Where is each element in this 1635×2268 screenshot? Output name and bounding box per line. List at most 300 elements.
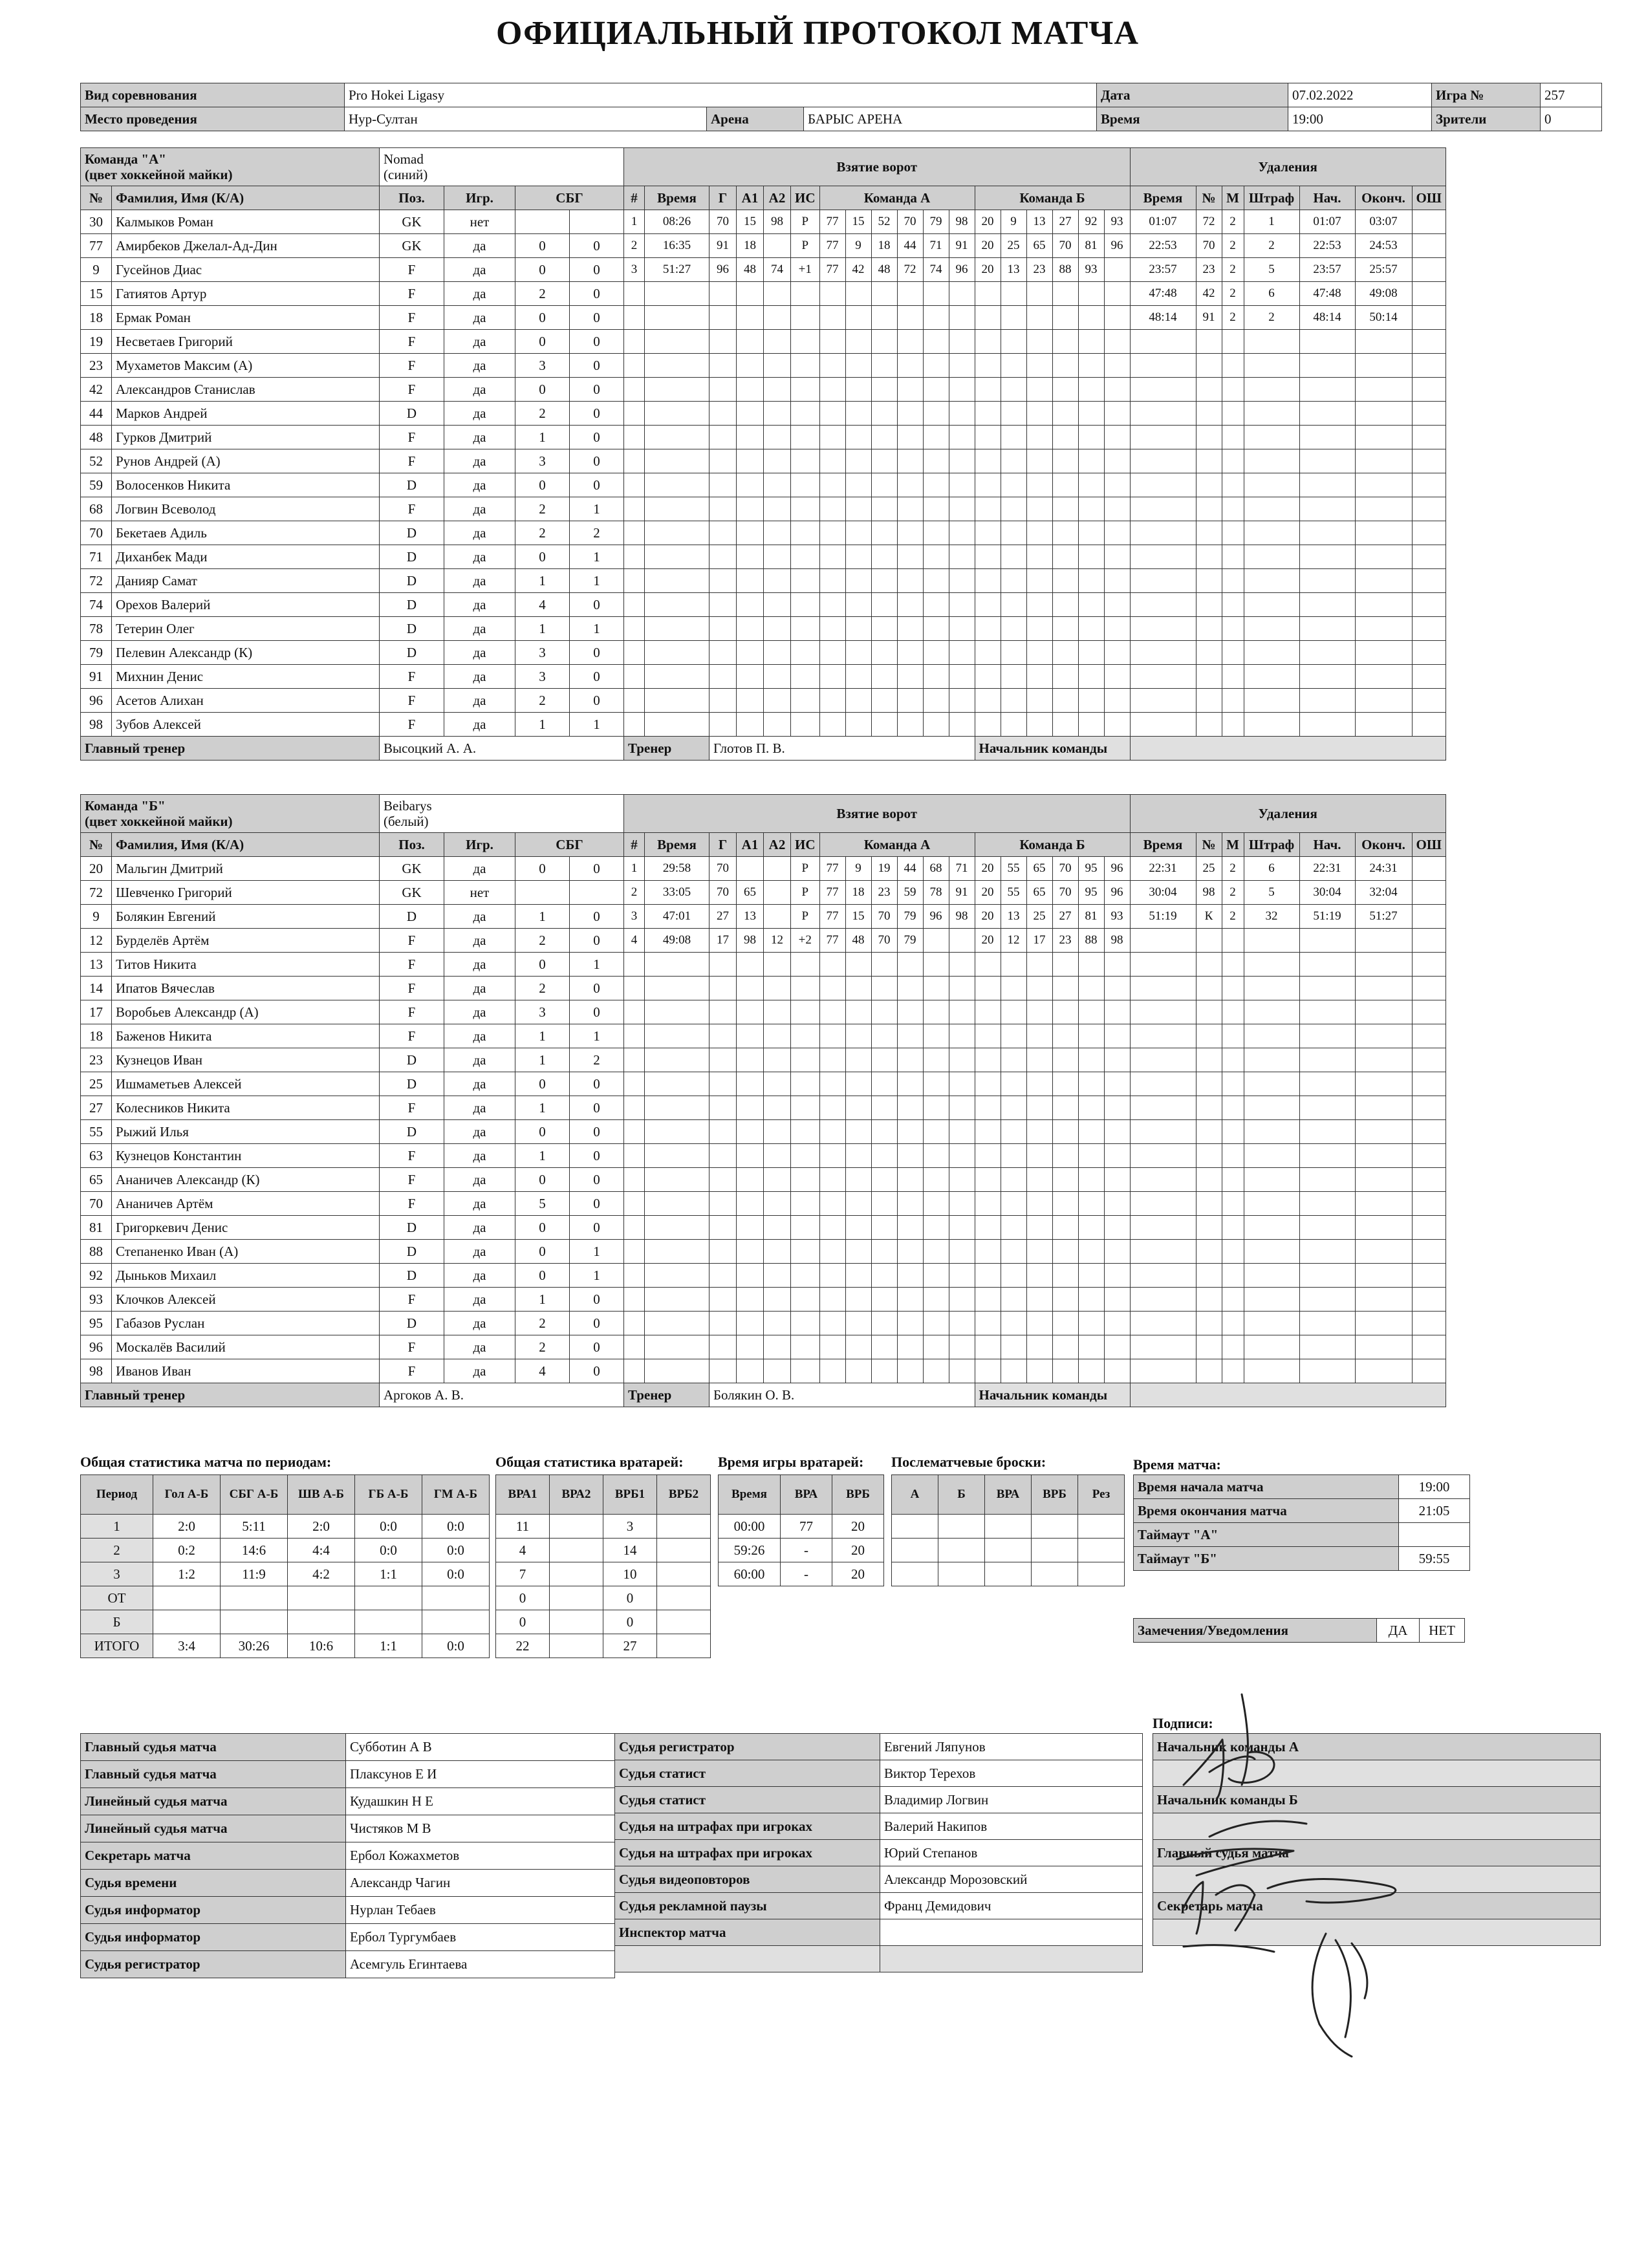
player-cell — [515, 210, 570, 234]
team_b-label-line2: (цвет хоккейной майки) — [85, 814, 233, 829]
penalty-cell-empty — [1299, 473, 1355, 497]
player-cell: 0 — [515, 1120, 570, 1144]
penalty-cell-empty — [1355, 497, 1412, 521]
penalty-cell-empty — [1222, 641, 1244, 665]
shootout-cell — [1032, 1562, 1078, 1586]
penalty-cell-empty — [1130, 1335, 1196, 1359]
goal-cell-empty — [871, 1000, 897, 1024]
stat-cell: 10 — [603, 1562, 657, 1586]
col-num: № — [81, 186, 112, 210]
stat-cell: 2 — [81, 1539, 153, 1562]
player-cell: да — [444, 1240, 515, 1264]
goal-cell-empty — [1078, 1072, 1104, 1096]
goal-cell-empty — [1026, 1120, 1052, 1144]
penalty-cell: 01:07 — [1299, 210, 1355, 234]
penalty-cell-empty — [1299, 402, 1355, 426]
stat-cell: 5:11 — [221, 1515, 288, 1539]
penalty-cell-empty — [1244, 1096, 1299, 1120]
goal-cell-empty — [764, 1359, 791, 1383]
goal-cell-empty — [897, 1168, 923, 1192]
goal-cell-empty — [949, 330, 975, 354]
goal-cell-empty — [819, 282, 845, 306]
player-cell: Габазов Руслан — [112, 1312, 380, 1335]
col-name: Фамилия, Имя (К/А) — [112, 833, 380, 857]
stat-cell — [550, 1539, 603, 1562]
player-cell: Рунов Андрей (А) — [112, 449, 380, 473]
goal-cell: +1 — [791, 258, 820, 282]
goal-cell-empty — [1001, 977, 1026, 1000]
player-cell: 70 — [81, 1192, 112, 1216]
goal-cell-empty — [871, 1288, 897, 1312]
player-cell: 0 — [570, 1192, 624, 1216]
penalty-cell — [1412, 905, 1446, 929]
goal-cell-empty — [819, 1096, 845, 1120]
player-cell: Тетерин Олег — [112, 617, 380, 641]
goal-cell: 15 — [845, 210, 871, 234]
goal-cell-empty — [923, 1216, 949, 1240]
penalty-cell-empty — [1244, 521, 1299, 545]
stat-cell — [657, 1539, 711, 1562]
penalty-cell-empty — [1130, 1144, 1196, 1168]
player-cell: Михнин Денис — [112, 665, 380, 689]
goal-cell-empty — [1052, 689, 1078, 713]
player-cell: Ишмаметьев Алексей — [112, 1072, 380, 1096]
goal-cell-empty — [645, 1144, 709, 1168]
stat-cell: 0:2 — [153, 1539, 221, 1562]
player-cell: 0 — [515, 953, 570, 977]
goal-cell-empty — [819, 1120, 845, 1144]
player-cell: F — [380, 497, 444, 521]
penalty-cell: 51:19 — [1299, 905, 1355, 929]
goal-cell-empty — [897, 378, 923, 402]
col-pen-start: Нач. — [1299, 833, 1355, 857]
goal-cell-empty — [819, 1024, 845, 1048]
goal-cell-empty — [1026, 1024, 1052, 1048]
penalty-cell-empty — [1130, 713, 1196, 737]
goal-cell: 20 — [975, 857, 1001, 881]
goal-cell-empty — [975, 330, 1001, 354]
player-cell: да — [444, 953, 515, 977]
penalty-cell-empty — [1244, 689, 1299, 713]
goal-cell-empty — [975, 617, 1001, 641]
goal-cell-empty — [791, 354, 820, 378]
player-cell: 1 — [515, 1048, 570, 1072]
player-cell: Амирбеков Джелал-Ад-Дин — [112, 234, 380, 258]
penalty-cell-empty — [1244, 1312, 1299, 1335]
goal-cell-empty — [975, 689, 1001, 713]
penalty-cell-empty — [1244, 1359, 1299, 1383]
penalty-cell-empty — [1196, 569, 1222, 593]
shootout-cell — [892, 1539, 938, 1562]
stat-cell: 1:2 — [153, 1562, 221, 1586]
goal-cell-empty — [923, 665, 949, 689]
goal-cell: 2 — [624, 881, 645, 905]
goal-cell-empty — [975, 521, 1001, 545]
goal-cell: 74 — [764, 258, 791, 282]
goal-cell: 17 — [1026, 929, 1052, 953]
penalty-cell-empty — [1299, 1335, 1355, 1359]
stat-cell — [153, 1610, 221, 1634]
official-role: Главный судья матча — [81, 1734, 346, 1761]
penalty-cell-empty — [1196, 1120, 1222, 1144]
goal-cell-empty — [1026, 1240, 1052, 1264]
penalty-cell-empty — [1244, 426, 1299, 449]
penalty-cell-empty — [1196, 1335, 1222, 1359]
goal-cell-empty — [845, 569, 871, 593]
goal-cell-empty — [709, 1024, 737, 1048]
official-name: Чистяков М В — [346, 1815, 615, 1842]
goal-cell-empty — [791, 689, 820, 713]
goal-cell-empty — [1001, 1048, 1026, 1072]
stat-cell — [221, 1586, 288, 1610]
penalty-cell-empty — [1412, 1120, 1446, 1144]
shootout-cell — [938, 1562, 985, 1586]
player-cell: 1 — [570, 1264, 624, 1288]
goal-cell-empty — [1052, 497, 1078, 521]
stat-cell: 20 — [832, 1562, 884, 1586]
player-cell: 3 — [515, 354, 570, 378]
penalty-cell-empty — [1355, 1359, 1412, 1383]
player-cell: GK — [380, 234, 444, 258]
goal-cell-empty — [737, 1335, 764, 1359]
goal-cell-empty — [764, 330, 791, 354]
player-cell: 4 — [515, 593, 570, 617]
player-cell: да — [444, 449, 515, 473]
goal-cell-empty — [624, 306, 645, 330]
official-empty — [615, 1946, 880, 1972]
goal-cell-empty — [709, 1144, 737, 1168]
goal-cell-empty — [1001, 330, 1026, 354]
goal-cell-empty — [709, 282, 737, 306]
goal-cell: 15 — [737, 210, 764, 234]
col-team-b-onice: Команда Б — [975, 186, 1130, 210]
goal-cell-empty — [819, 1192, 845, 1216]
official-name: Плаксунов Е И — [346, 1761, 615, 1788]
penalty-cell-empty — [1196, 378, 1222, 402]
goal-cell-empty — [845, 593, 871, 617]
shootout-cell — [985, 1562, 1032, 1586]
penalty-cell-empty — [1222, 521, 1244, 545]
official-role: Главный судья матча — [81, 1761, 346, 1788]
goal-cell: 96 — [709, 258, 737, 282]
goal-cell: 48 — [845, 929, 871, 953]
goal-cell: 98 — [949, 210, 975, 234]
penalty-cell-empty — [1222, 713, 1244, 737]
goal-cell: 55 — [1001, 857, 1026, 881]
goal-cell: 2 — [624, 234, 645, 258]
player-cell: 98 — [81, 1359, 112, 1383]
match-time-label: Время окончания матча — [1134, 1499, 1399, 1523]
stat-header: ВРА1 — [496, 1475, 550, 1515]
goal-cell-empty — [923, 977, 949, 1000]
goal-cell-empty — [645, 282, 709, 306]
penalty-cell: 2 — [1222, 210, 1244, 234]
goal-cell-empty — [709, 1096, 737, 1120]
player-cell: 18 — [81, 306, 112, 330]
goal-cell — [737, 857, 764, 881]
goal-cell-empty — [1026, 521, 1052, 545]
goal-cell: 48 — [871, 258, 897, 282]
goal-cell: 77 — [819, 234, 845, 258]
team_b-table — [80, 794, 1446, 1407]
penalty-cell-empty — [1412, 1048, 1446, 1072]
goal-cell-empty — [764, 306, 791, 330]
goal-cell-empty — [1104, 1024, 1130, 1048]
goal-cell-empty — [645, 1216, 709, 1240]
player-cell: 74 — [81, 593, 112, 617]
col-sog: СБГ — [515, 186, 624, 210]
stat-cell: 27 — [603, 1634, 657, 1658]
goal-cell-empty — [923, 1072, 949, 1096]
goal-cell-empty — [791, 497, 820, 521]
penalty-cell-empty — [1244, 497, 1299, 521]
player-cell: 1 — [570, 713, 624, 737]
penalty-cell: 47:48 — [1299, 282, 1355, 306]
goal-cell-empty — [923, 1192, 949, 1216]
goal-cell-empty — [1001, 617, 1026, 641]
goal-cell-empty — [737, 306, 764, 330]
col-pen-num: № — [1196, 186, 1222, 210]
remarks-no: НЕТ — [1420, 1619, 1465, 1643]
goal-cell-empty — [1104, 1168, 1130, 1192]
goal-cell-empty — [791, 569, 820, 593]
penalty-cell-empty — [1244, 1120, 1299, 1144]
goal-cell-empty — [1001, 1000, 1026, 1024]
goal-cell: 72 — [897, 258, 923, 282]
penalty-cell-empty — [1355, 473, 1412, 497]
goal-cell — [764, 881, 791, 905]
penalty-cell-empty — [1412, 545, 1446, 569]
stat-cell: 00:00 — [719, 1515, 781, 1539]
official-name: Валерий Накипов — [880, 1813, 1143, 1840]
team_a-label-line1: Команда "А" — [85, 151, 166, 167]
goal-cell-empty — [897, 282, 923, 306]
goal-cell-empty — [897, 977, 923, 1000]
goal-cell: 44 — [897, 234, 923, 258]
goal-cell-empty — [737, 1359, 764, 1383]
penalty-cell-empty — [1299, 426, 1355, 449]
goal-cell-empty — [845, 1240, 871, 1264]
goal-cell-empty — [1104, 1192, 1130, 1216]
player-cell: 91 — [81, 665, 112, 689]
goal-cell-empty — [1001, 665, 1026, 689]
player-cell: да — [444, 1072, 515, 1096]
penalty-cell-empty — [1299, 378, 1355, 402]
goal-cell-empty — [737, 1120, 764, 1144]
player-cell: Титов Никита — [112, 953, 380, 977]
goal-cell-empty — [949, 282, 975, 306]
player-row — [81, 593, 1446, 617]
goal-cell-empty — [975, 426, 1001, 449]
arena-value: БАРЫС АРЕНА — [804, 107, 1097, 131]
col-sog: СБГ — [515, 833, 624, 857]
penalty-cell — [1412, 234, 1446, 258]
player-cell: 0 — [570, 378, 624, 402]
goal-cell-empty — [624, 1048, 645, 1072]
penalty-cell-empty — [1196, 1288, 1222, 1312]
player-cell: 0 — [515, 1264, 570, 1288]
goal-cell: 95 — [1078, 881, 1104, 905]
goal-cell-empty — [949, 426, 975, 449]
player-cell: 2 — [515, 521, 570, 545]
penalty-cell-empty — [1130, 617, 1196, 641]
player-row — [81, 641, 1446, 665]
goal-cell-empty — [737, 1312, 764, 1335]
goal-cell-empty — [1001, 1144, 1026, 1168]
goal-cell-empty — [1104, 1264, 1130, 1288]
goal-cell-empty — [1052, 1359, 1078, 1383]
goal-cell: 55 — [1001, 881, 1026, 905]
goal-cell-empty — [1026, 953, 1052, 977]
goal-cell-empty — [1001, 1312, 1026, 1335]
goal-cell-empty — [949, 1335, 975, 1359]
goal-cell-empty — [791, 1216, 820, 1240]
player-cell: 0 — [570, 1288, 624, 1312]
penalty-cell: 48:14 — [1130, 306, 1196, 330]
player-row — [81, 1048, 1446, 1072]
penalty-cell: 51:27 — [1355, 905, 1412, 929]
stat-cell — [422, 1610, 490, 1634]
team-b-section — [80, 794, 1446, 1407]
player-cell: 3 — [515, 1000, 570, 1024]
goal-cell: 96 — [923, 905, 949, 929]
competition-label: Вид соревнования — [81, 83, 345, 107]
stat-header: ВРБ2 — [657, 1475, 711, 1515]
goal-cell: 08:26 — [645, 210, 709, 234]
goal-cell-empty — [1104, 617, 1130, 641]
penalty-cell-empty — [1299, 330, 1355, 354]
spectators-value: 0 — [1541, 107, 1602, 131]
goal-cell-empty — [1104, 1216, 1130, 1240]
penalty-cell-empty — [1244, 641, 1299, 665]
goal-cell: 9 — [845, 234, 871, 258]
goal-cell: 29:58 — [645, 857, 709, 881]
manager-value — [1130, 737, 1446, 761]
goal-cell-empty — [949, 306, 975, 330]
player-cell: 14 — [81, 977, 112, 1000]
stat-cell: 20 — [832, 1539, 884, 1562]
page-title: ОФИЦИАЛЬНЫЙ ПРОТОКОЛ МАТЧА — [496, 15, 1139, 52]
goal-cell — [1104, 258, 1130, 282]
goal-cell-empty — [975, 1072, 1001, 1096]
player-row — [81, 449, 1446, 473]
player-cell: F — [380, 1359, 444, 1383]
penalty-cell: 2 — [1222, 282, 1244, 306]
goal-cell-empty — [737, 617, 764, 641]
goal-cell-empty — [709, 1240, 737, 1264]
goal-cell-empty — [737, 545, 764, 569]
goal-cell-empty — [871, 473, 897, 497]
goal-cell-empty — [645, 545, 709, 569]
goal-cell: 77 — [819, 210, 845, 234]
penalty-cell-empty — [1299, 569, 1355, 593]
player-cell: да — [444, 593, 515, 617]
goal-cell-empty — [897, 1335, 923, 1359]
goal-cell-empty — [845, 497, 871, 521]
goal-cell-empty — [845, 1048, 871, 1072]
goal-cell-empty — [871, 953, 897, 977]
player-cell: 68 — [81, 497, 112, 521]
penalty-cell-empty — [1222, 929, 1244, 953]
goal-cell-empty — [1052, 402, 1078, 426]
period-stats-table — [80, 1474, 490, 1658]
goal-cell-empty — [949, 1312, 975, 1335]
penalty-cell-empty — [1130, 1072, 1196, 1096]
penalty-cell-empty — [1244, 545, 1299, 569]
player-cell: да — [444, 1168, 515, 1192]
stat-cell — [657, 1515, 711, 1539]
goal-cell-empty — [1001, 1335, 1026, 1359]
coach-label: Тренер — [624, 737, 709, 761]
goal-cell-empty — [1104, 1312, 1130, 1335]
goal-cell-empty — [791, 402, 820, 426]
goal-cell-empty — [764, 1216, 791, 1240]
player-row — [81, 665, 1446, 689]
goal-cell: 33:05 — [645, 881, 709, 905]
player-row — [81, 1144, 1446, 1168]
goal-cell-empty — [764, 282, 791, 306]
goal-cell-empty — [819, 378, 845, 402]
goal-cell-empty — [791, 521, 820, 545]
goal-cell-empty — [1052, 977, 1078, 1000]
player-cell: 0 — [570, 1359, 624, 1383]
penalty-cell-empty — [1244, 449, 1299, 473]
goal-cell-empty — [1026, 1048, 1052, 1072]
goal-cell-empty — [624, 977, 645, 1000]
arena-label: Арена — [707, 107, 804, 131]
col-assist1: А1 — [737, 833, 764, 857]
goal-cell: 96 — [1104, 881, 1130, 905]
penalty-cell-empty — [1355, 977, 1412, 1000]
goal-cell-empty — [764, 1192, 791, 1216]
penalty-cell-empty — [1355, 1312, 1412, 1335]
player-cell: 0 — [515, 857, 570, 881]
penalty-cell: 2 — [1244, 234, 1299, 258]
stat-cell: 3:4 — [153, 1634, 221, 1658]
goal-cell-empty — [1104, 426, 1130, 449]
official-name: Александр Чагин — [346, 1870, 615, 1897]
player-row — [81, 617, 1446, 641]
goal-cell-empty — [1052, 1048, 1078, 1072]
goal-cell-empty — [737, 449, 764, 473]
shootout-cell — [985, 1539, 1032, 1562]
goal-cell-empty — [871, 497, 897, 521]
goal-cell-empty — [845, 330, 871, 354]
penalty-cell-empty — [1299, 689, 1355, 713]
player-cell: да — [444, 977, 515, 1000]
goal-cell: 77 — [819, 905, 845, 929]
player-cell: Ипатов Вячеслав — [112, 977, 380, 1000]
player-cell: 48 — [81, 426, 112, 449]
player-row — [81, 1240, 1446, 1264]
goal-cell-empty — [1001, 1192, 1026, 1216]
stat-cell — [288, 1610, 355, 1634]
penalty-cell-empty — [1196, 330, 1222, 354]
goal-cell-empty — [897, 1216, 923, 1240]
goal-cell-empty — [1026, 378, 1052, 402]
stat-cell: 7 — [496, 1562, 550, 1586]
col-situation: ИС — [791, 186, 820, 210]
player-cell: 1 — [570, 497, 624, 521]
goal-cell-empty — [645, 593, 709, 617]
goal-cell: 1 — [624, 210, 645, 234]
goal-cell-empty — [1026, 1359, 1052, 1383]
player-row — [81, 1096, 1446, 1120]
goal-cell-empty — [791, 593, 820, 617]
goal-cell-empty — [1078, 713, 1104, 737]
goal-cell-empty — [1026, 1216, 1052, 1240]
goal-cell-empty — [1052, 713, 1078, 737]
